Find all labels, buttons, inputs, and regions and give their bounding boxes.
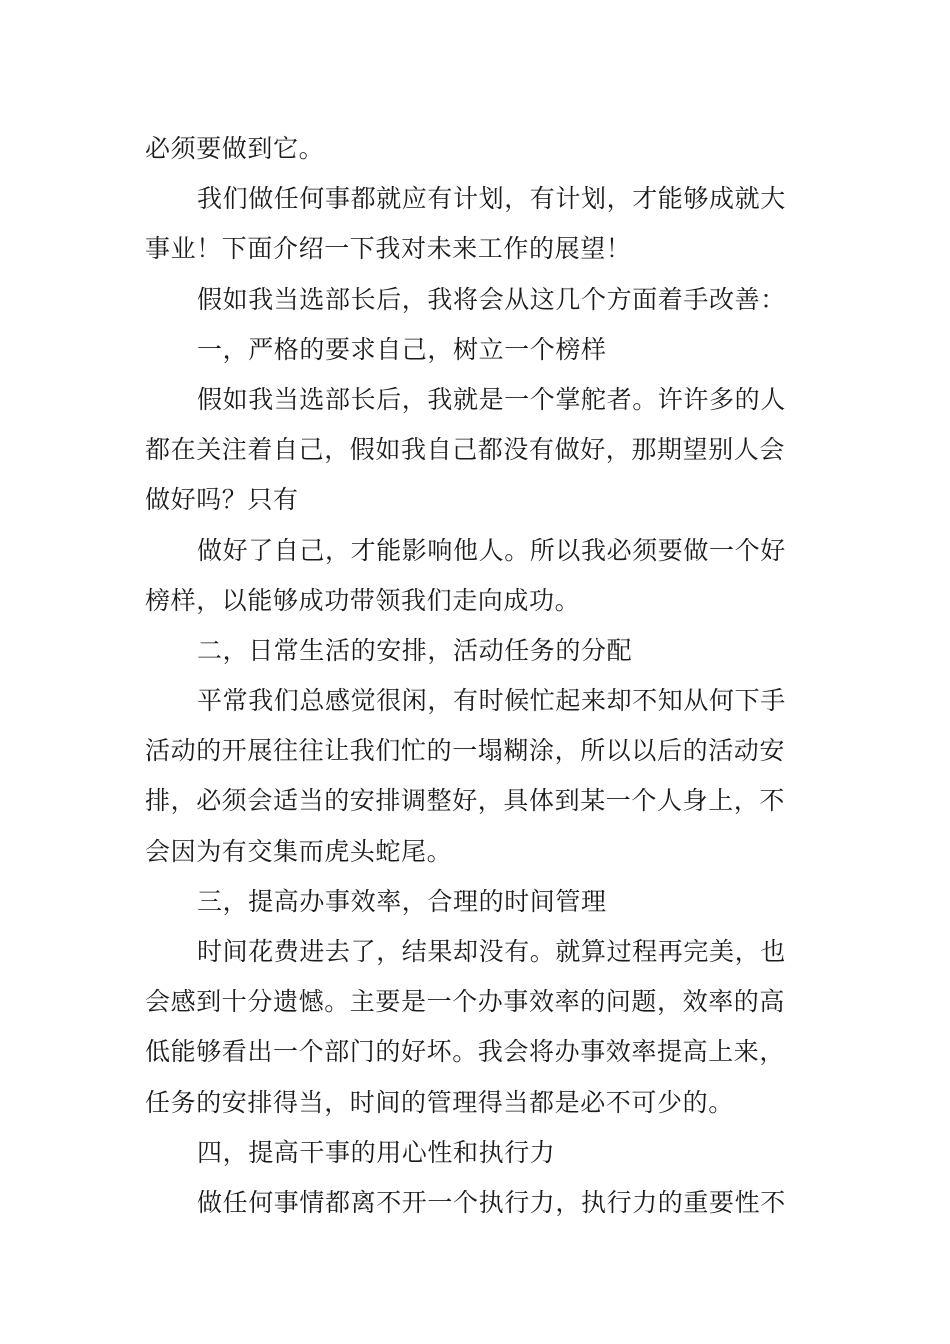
text-line: 做任何事情都离不开一个执行力，执行力的重要性不 [197, 1187, 786, 1217]
text-line: 我们做任何事都就应有计划，有计划，才能够成就大 [197, 184, 786, 214]
text-line: 会感到十分遗憾。主要是一个办事效率的问题，效率的高 [145, 987, 786, 1017]
text-line: 必须要做到它。 [145, 134, 325, 163]
text-line: 做好了自己，才能影响他人。所以我必须要做一个好 [197, 535, 786, 565]
text-line: 事业！下面介绍一下我对未来工作的展望！ [145, 234, 632, 264]
body-text [145, 124, 810, 1228]
text-line: 活动的开展往往让我们忙的一塌糊涂，所以以后的活动安 [145, 736, 786, 766]
section-heading-4: 四，提高干事的用心性和执行力 [197, 1137, 556, 1167]
text-line: 低能够看出一个部门的好坏。我会将办事效率提高上来， [145, 1037, 786, 1067]
text-line: 榜样，以能够成功带领我们走向成功。 [145, 585, 581, 615]
text-line: 都在关注着自己，假如我自己都没有做好，那期望别人会 [145, 435, 786, 465]
section-heading-2: 二，日常生活的安排，活动任务的分配 [197, 635, 633, 665]
text-line: 排，必须会适当的安排调整好，具体到某一个人身上，不 [145, 786, 786, 816]
text-line: 假如我当选部长后，我就是一个掌舵者。许许多的人 [197, 384, 786, 414]
text-line: 会因为有交集而虎头蛇尾。 [145, 836, 453, 866]
section-heading-1: 一，严格的要求自己，树立一个榜样 [197, 334, 607, 364]
text-line: 任务的安排得当，时间的管理得当都是必不可少的。 [145, 1087, 734, 1117]
text-line: 假如我当选部长后，我将会从这几个方面着手改善： [197, 284, 786, 314]
text-line: 时间花费进去了，结果却没有。就算过程再完美，也 [197, 937, 786, 966]
section-heading-3: 三，提高办事效率，合理的时间管理 [197, 886, 607, 916]
text-line: 平常我们总感觉很闲，有时候忙起来却不知从何下手 [197, 686, 786, 716]
text-line: 做好吗？只有 [145, 485, 299, 515]
